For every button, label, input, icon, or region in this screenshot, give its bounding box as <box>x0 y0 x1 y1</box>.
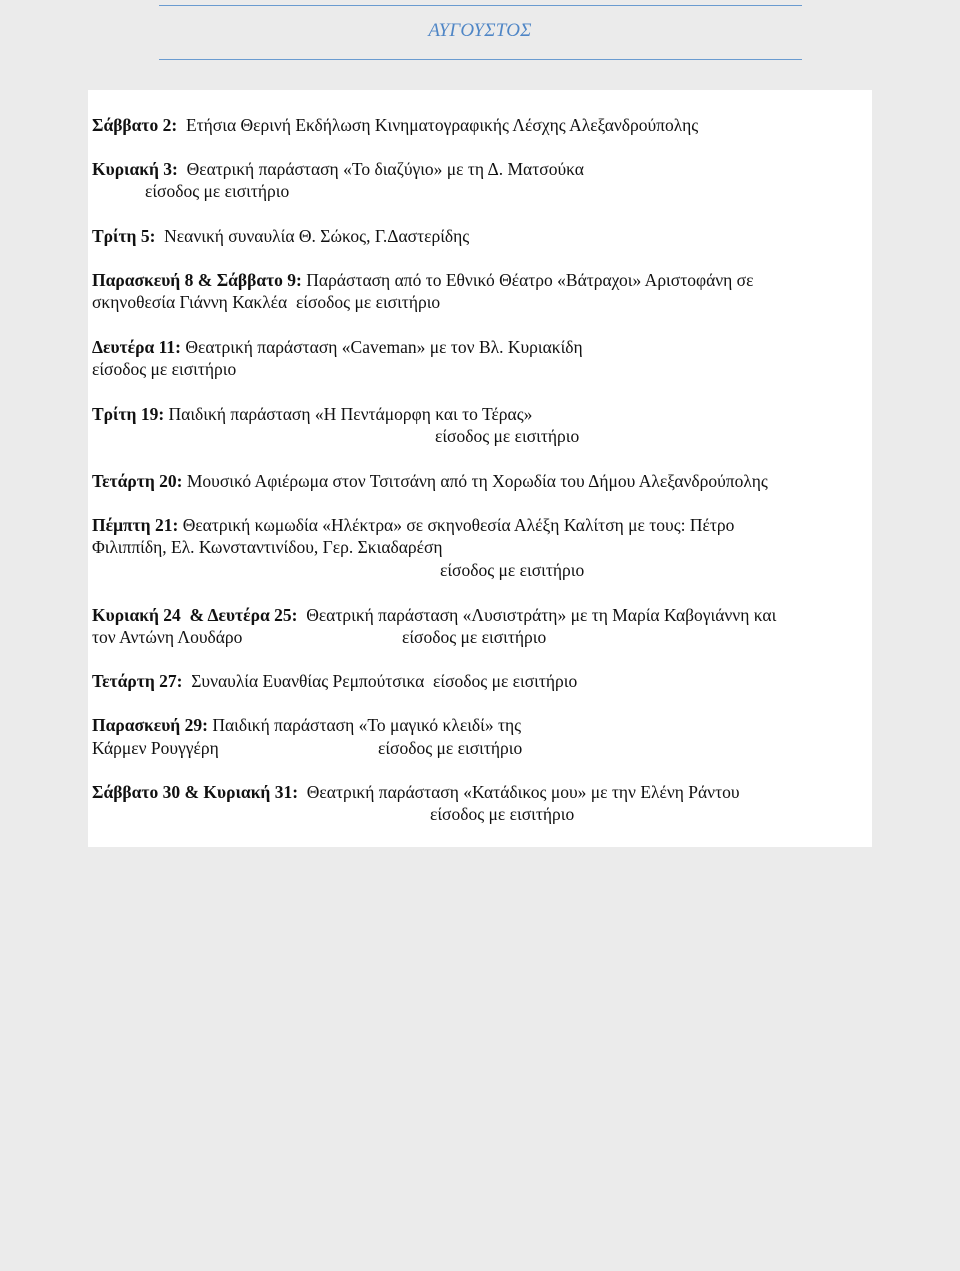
event-description: Μουσικό Αφιέρωμα στον Τσιτσάνη από τη Χορωδία του Δήμου Αλεξανδρούπολης <box>186 471 768 491</box>
event-wednesday-20 <box>92 470 768 492</box>
event-date-label: Πέμπτη 21: <box>92 515 179 535</box>
event-date-label: Δευτέρα 11: <box>92 337 181 357</box>
event-description-continued: Κάρμεν Ρουγγέρη <box>92 738 219 758</box>
event-description-continued: Φιλιππίδη, Ελ. Κωνσταντινίδου, Γερ. Σκιαδαρέση <box>92 537 443 557</box>
event-date-label: Κυριακή 3: <box>92 159 183 179</box>
event-description: Θεατρική παράσταση «Caveman» με τον Βλ. Κυριακίδη <box>185 337 583 357</box>
event-date-label: Παρασκευή 29: <box>92 715 208 735</box>
event-friday-29 <box>92 714 521 736</box>
bottom-divider <box>159 59 802 60</box>
event-friday-8-saturday-9 <box>92 269 753 291</box>
event-ticket-note: είσοδος με εισιτήριο <box>92 359 237 379</box>
event-date-label: Τετάρτη 20: <box>92 471 183 491</box>
event-description: Θεατρική κωμωδία «Ηλέκτρα» σε σκηνοθεσία Αλέξη Καλίτση με τους: Πέτρο <box>182 515 735 535</box>
event-description: Θεατρική παράσταση «Το διαζύγιο» με τη Δ. Ματσούκα <box>186 159 584 179</box>
event-monday-11 <box>92 336 583 358</box>
event-ticket-note: είσοδος με εισιτήριο <box>440 560 585 580</box>
event-description: Παιδική παράσταση «Το μαγικό κλειδί» της <box>212 715 522 735</box>
event-date-label: Τρίτη 5: <box>92 226 160 246</box>
event-ticket-note: είσοδος με εισιτήριο <box>402 627 547 647</box>
event-date-label: Τρίτη 19: <box>92 404 165 424</box>
event-tuesday-5 <box>92 225 469 247</box>
event-saturday-2 <box>92 114 698 136</box>
event-ticket-note: είσοδος με εισιτήριο <box>378 738 523 758</box>
event-date-label: Παρασκευή 8 & Σάββατο 9: <box>92 270 302 290</box>
event-description-continued: σκηνοθεσία Γιάννη Κακλέα είσοδος με εισιτήριο <box>92 292 441 312</box>
event-date-label: Σάββατο 2: <box>92 115 182 135</box>
event-description: Θεατρική παράσταση «Λυσιστράτη» με τη Μαρία Καβογιάννη και <box>306 605 777 625</box>
event-ticket-note: είσοδος με εισιτήριο <box>145 181 290 201</box>
event-tuesday-19 <box>92 403 532 425</box>
top-divider <box>159 5 802 6</box>
event-thursday-21 <box>92 514 734 536</box>
event-date-label: Σάββατο 30 & Κυριακή 31: <box>92 782 303 802</box>
event-saturday-30-sunday-31 <box>92 781 740 803</box>
event-sunday-24-monday-25 <box>92 604 776 626</box>
event-sunday-3 <box>92 158 584 180</box>
event-description: Συναυλία Ευανθίας Ρεμπούτσικα είσοδος με εισιτήριο <box>191 671 578 691</box>
event-date-label: Τετάρτη 27: <box>92 671 187 691</box>
event-description: Ετήσια Θερινή Εκδήλωση Κινηματογραφικής Λέσχης Αλεξανδρούπολης <box>185 115 699 135</box>
event-description: Παράσταση από το Εθνικό Θέατρο «Βάτραχοι» Αριστοφάνη σε <box>306 270 754 290</box>
month-title: ΑΥΓΟΥΣΤΟΣ <box>428 20 532 41</box>
event-date-label: Κυριακή 24 & Δευτέρα 25: <box>92 605 302 625</box>
event-wednesday-27 <box>92 670 577 692</box>
event-description: Παιδική παράσταση «Η Πεντάμορφη και το Τέρας» <box>168 404 533 424</box>
event-description: Θεατρική παράσταση «Κατάδικος μου» με την Ελένη Ράντου <box>306 782 740 802</box>
event-ticket-note: είσοδος με εισιτήριο <box>435 426 580 446</box>
event-ticket-note: είσοδος με εισιτήριο <box>430 804 575 824</box>
event-description: Νεανική συναυλία Θ. Σώκος, Γ.Δαστερίδης <box>164 226 470 246</box>
event-description-continued: τον Αντώνη Λουδάρο <box>92 627 243 647</box>
